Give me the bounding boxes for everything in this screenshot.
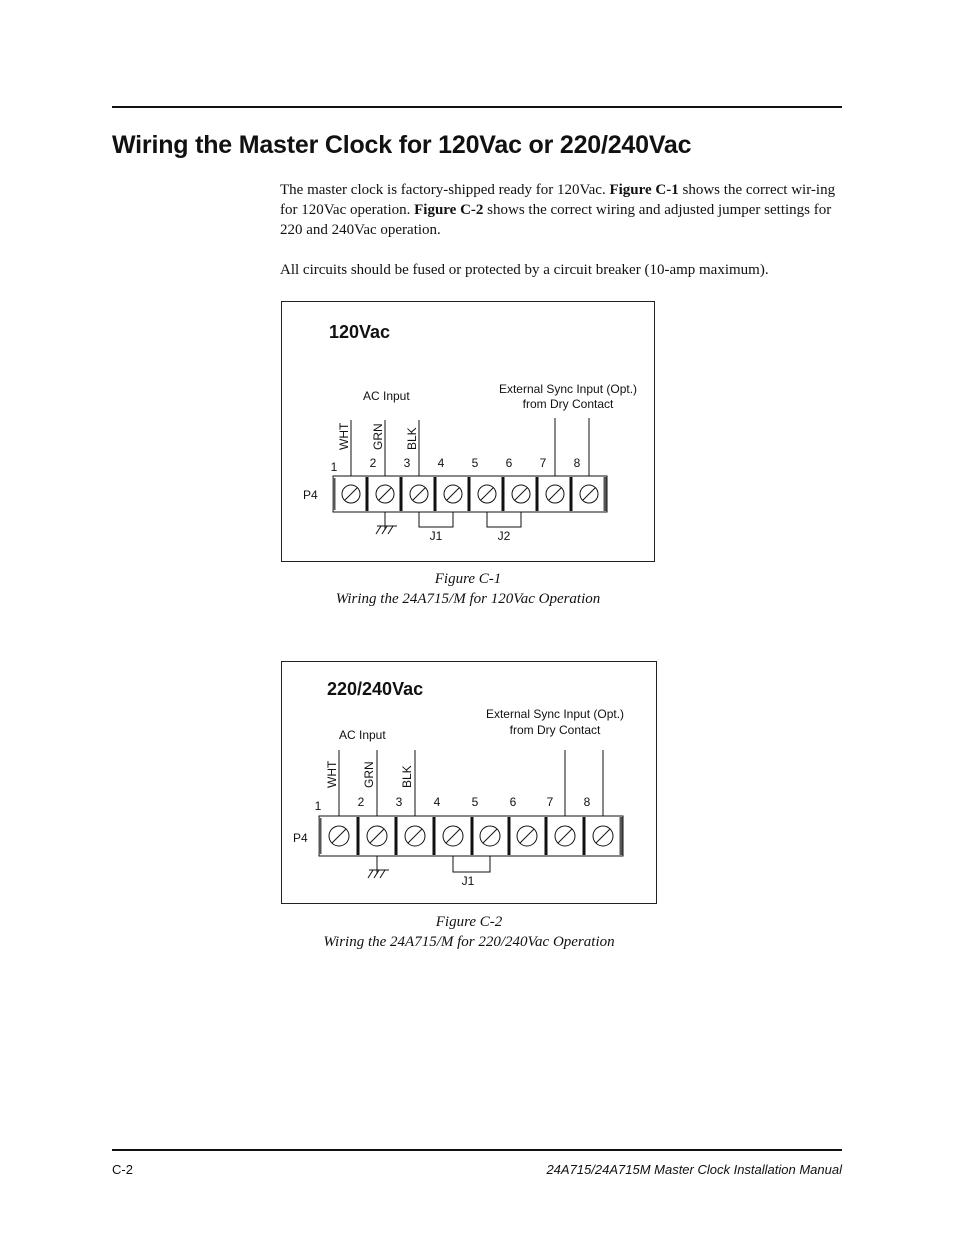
figure-c2-caption	[281, 912, 657, 952]
fig1-terminal-number-5: 5	[471, 456, 479, 470]
fig2-terminal-number-3: 3	[395, 795, 403, 809]
fig1-wire-blk-label: BLK	[405, 427, 419, 450]
fig2-terminal-number-5: 5	[471, 795, 479, 809]
fig1-terminal-number-6: 6	[505, 456, 513, 470]
fig1-connector-label: P4	[303, 488, 318, 502]
fig2-heading: 220/240Vac	[327, 679, 424, 699]
fig1-terminal-number-4: 4	[437, 456, 445, 470]
fig2-terminal-number-1: 1	[314, 799, 322, 813]
figure-c2-description: Wiring the 24A715/M for 220/240Vac Operation	[323, 934, 615, 950]
fig1-terminal-number-1: 1	[330, 460, 338, 474]
fig1-heading: 120Vac	[329, 322, 391, 342]
figure-c1	[281, 301, 655, 562]
fig1-terminal-number-3: 3	[403, 456, 411, 470]
fig1-terminal-number-2: 2	[369, 456, 377, 470]
figure-c1-description: Wiring the 24A715/M for 120Vac Operation	[335, 591, 601, 607]
footer-rule	[112, 1149, 842, 1151]
fig2-sync-label-line1: External Sync Input (Opt.)	[485, 707, 625, 721]
footer-page-number: C-2	[112, 1162, 133, 1177]
page-title: Wiring the Master Clock for 120Vac or 220/240Vac	[112, 131, 692, 159]
fig2-jumper-j1-label: J1	[461, 874, 475, 888]
figure-c1-diagram	[282, 302, 656, 563]
fig2-wire-grn-label: GRN	[362, 761, 376, 788]
fig1-wires	[351, 418, 589, 476]
fig2-ac-input-label: AC Input	[339, 728, 386, 742]
fig2-connector-label: P4	[293, 831, 308, 845]
figure-c2	[281, 661, 657, 904]
fig1-terminal-block	[333, 476, 607, 512]
fig2-wire-wht-label: WHT	[325, 760, 339, 788]
fig2-sync-label-line2: from Dry Contact	[509, 723, 601, 737]
fig1-wire-grn-label: GRN	[371, 423, 385, 450]
fig1-jumper-j2	[487, 512, 521, 527]
breaker-paragraph: All circuits should be fused or protected by a circuit breaker (10-amp maximum).	[280, 262, 769, 278]
fig1-terminal-number-8: 8	[573, 456, 581, 470]
intro-text-part1: The master clock is factory-shipped ready for 120Vac.	[280, 182, 610, 198]
figure-c2-number: Figure C-2	[435, 914, 503, 930]
fig1-terminal-number-7: 7	[539, 456, 547, 470]
fig1-ground-symbol	[376, 512, 397, 534]
fig2-jumper-j1	[453, 856, 490, 872]
fig2-ground-symbol	[368, 856, 389, 878]
figure-c1-caption	[281, 569, 655, 609]
fig1-wire-wht-label: WHT	[337, 422, 351, 450]
figure-c2-diagram	[282, 662, 658, 905]
footer-manual-title: 24A715/24A715M Master Clock Installation Manual	[546, 1162, 842, 1177]
fig2-terminal-number-4: 4	[433, 795, 441, 809]
fig2-terminal-number-2: 2	[357, 795, 365, 809]
fig1-jumper-j1	[419, 512, 453, 527]
fig2-terminal-block	[319, 816, 623, 856]
fig2-terminal-number-8: 8	[583, 795, 591, 809]
intro-paragraph	[280, 180, 842, 240]
fig2-wire-blk-label: BLK	[400, 765, 414, 788]
fig1-jumper-j1-label: J1	[429, 529, 443, 543]
fig1-jumper-j2-label: J2	[497, 529, 511, 543]
intro-text-part2: shows the correct wir-ing for 120Vac operation.	[280, 182, 836, 218]
figure-c1-number: Figure C-1	[434, 571, 502, 587]
figure-c2-reference: Figure C-2	[414, 202, 484, 218]
fig1-ac-input-label: AC Input	[363, 389, 410, 403]
fig2-terminal-number-7: 7	[546, 795, 554, 809]
intro-text-part3: shows the correct wiring and adjusted jumper settings for 220 and 240Vac operation.	[280, 202, 832, 238]
fig1-sync-label-line1: External Sync Input (Opt.)	[498, 382, 638, 396]
fig2-terminal-number-6: 6	[509, 795, 517, 809]
fig1-sync-label-line2: from Dry Contact	[522, 397, 614, 411]
header-rule	[112, 106, 842, 108]
figure-c1-reference: Figure C-1	[609, 182, 679, 198]
